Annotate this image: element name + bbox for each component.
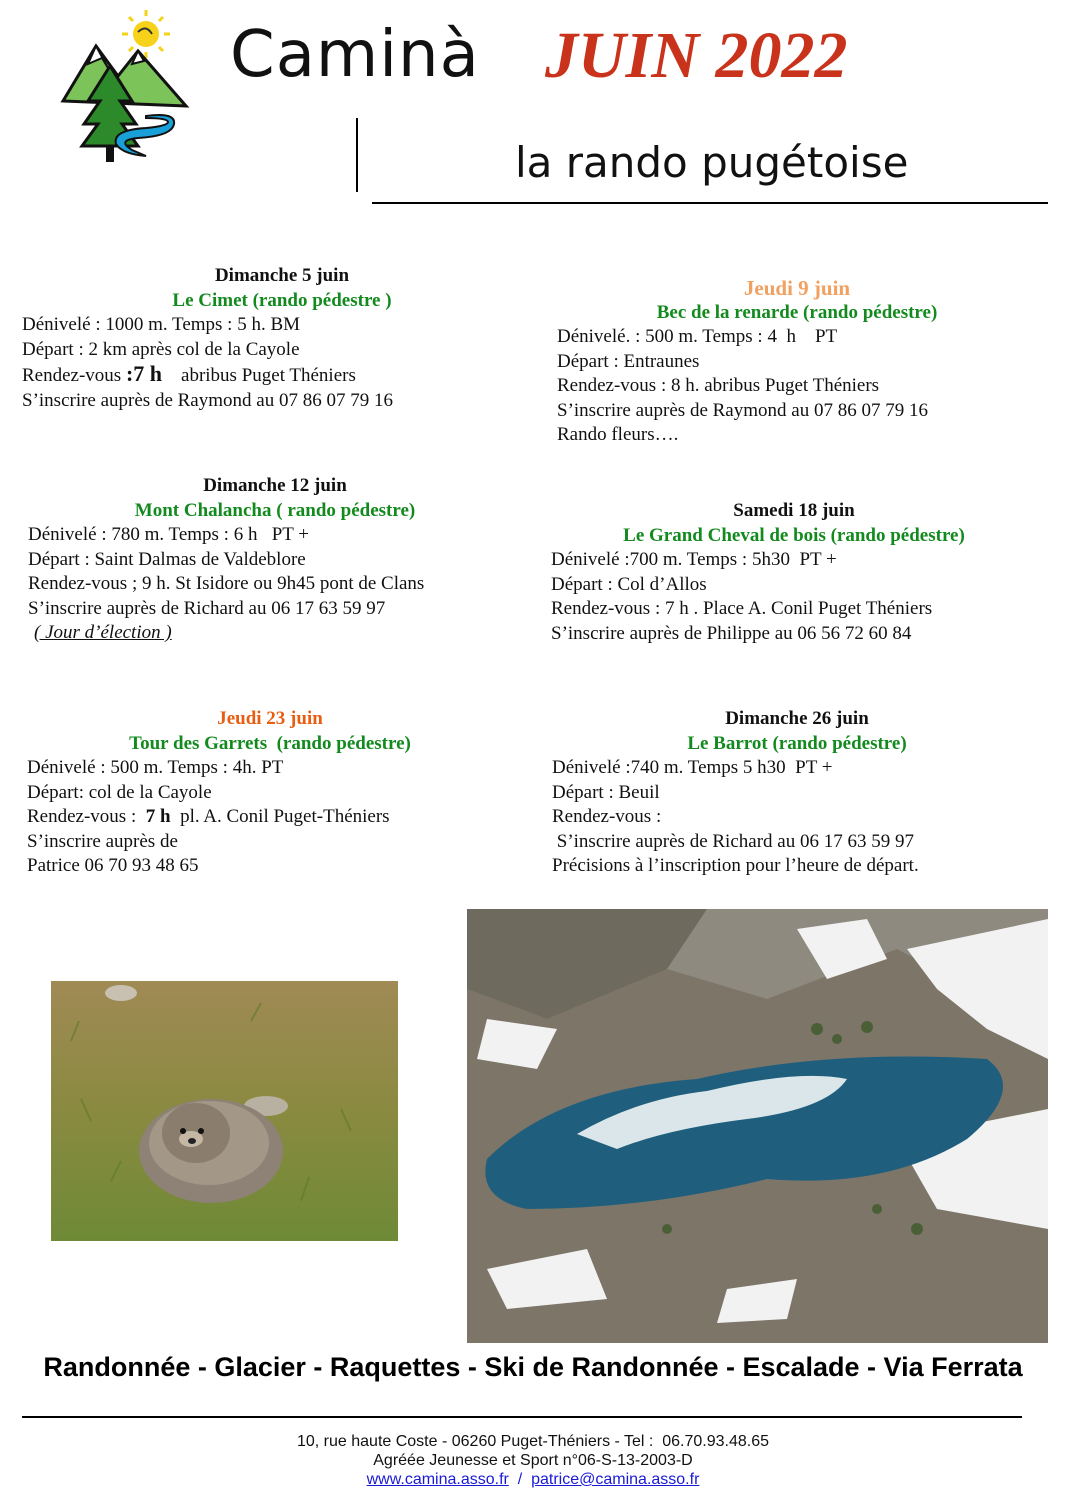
event-inscription: S’inscrire auprès de Philippe au 06 56 72 60 84 [551,622,912,644]
event-depart: Départ : Saint Dalmas de Valdeblore [28,548,306,570]
event-rendezvous: Rendez-vous : 7 h . Place A. Conil Puget Théniers [551,598,933,619]
event-block [22,264,542,413]
event-inscription: S’inscrire auprès de Raymond au 07 86 07 79 16 [557,399,928,421]
rdv-prefix: Rendez-vous : [27,806,146,827]
event-title: Bec de la renarde (rando pédestre) [656,301,938,323]
event-rendezvous [27,805,513,830]
footer-rule [22,1416,1022,1418]
website-link[interactable]: www.camina.asso.fr [366,1471,509,1488]
event-rendezvous: Rendez-vous ; 9 h. St Isidore ou 9h45 pont de Clans [28,573,425,594]
event-depart: Départ : Entraunes [557,350,700,372]
event-title: Le Barrot (rando pédestre) [687,732,907,754]
event-title: Mont Chalancha ( rando pédestre) [134,499,416,521]
event-note: ( Jour d’élection ) [34,622,172,643]
event-day: Jeudi 23 juin [217,708,323,729]
header-underline [372,202,1048,204]
event-extra: Précisions à l’inscription pour l’heure de départ. [552,855,919,876]
event-day: Jeudi 9 juin [743,276,851,300]
event-day: Samedi 18 juin [733,500,855,521]
event-rendezvous: Rendez-vous : 8 h. abribus Puget Théniers [557,375,880,396]
marmot-photo [51,981,398,1241]
event-depart: Départ: col de la Cayole [27,781,212,803]
event-depart: Départ : 2 km après col de la Cayole [22,338,300,360]
event-inscription: S’inscrire auprès de Richard au 06 17 63 59 97 [28,597,386,619]
header-vertical-rule [356,118,358,192]
event-block [557,276,1037,448]
rdv-time: 7 h [145,806,171,827]
event-depart: Départ : Beuil [552,781,660,803]
activities-banner: Randonnée - Glacier - Raquettes - Ski de Randonnée - Escalade - Via Ferrata [43,1352,1023,1382]
event-contact: Patrice 06 70 93 48 65 [27,855,199,876]
rdv-prefix: Rendez-vous [22,365,126,386]
event-title: Tour des Garrets (rando pédestre) [129,732,411,754]
event-rendezvous [22,362,542,389]
tagline: la rando pugétoise [515,138,909,187]
month-title: JUIN 2022 [545,19,848,92]
event-block [27,707,513,879]
sun-icon [122,10,170,58]
event-day: Dimanche 26 juin [725,708,869,729]
rdv-suffix: abribus Puget Théniers [162,365,356,386]
event-inscription: S’inscrire auprès de [27,830,178,852]
event-denivele: Dénivelé. : 500 m. Temps : 4 h PT [557,326,838,347]
event-inscription: S’inscrire auprès de Raymond au 07 86 07 79 16 [22,389,393,411]
event-block [552,707,1042,879]
rdv-time: :7 h [125,361,163,386]
footer-links [0,1470,1066,1489]
event-denivele: Dénivelé : 500 m. Temps : 4h. PT [27,757,284,778]
alpine-lake-photo [467,909,1048,1343]
event-denivele: Dénivelé :740 m. Temps 5 h30 PT + [552,757,833,778]
event-extra: Rando fleurs…. [557,424,679,445]
event-day: Dimanche 5 juin [214,265,350,286]
event-denivele: Dénivelé :700 m. Temps : 5h30 PT + [551,549,837,570]
footer [0,1432,1066,1489]
event-title: Le Cimet (rando pédestre ) [172,289,392,311]
rdv-suffix: pl. A. Conil Puget-Théniers [170,806,390,827]
footer-address: 10, rue haute Coste - 06260 Puget-Théniers - Tel : 06.70.93.48.65 [296,1433,769,1450]
event-day: Dimanche 12 juin [203,475,347,496]
brand-name: Caminà [230,18,480,92]
event-block [551,499,1037,646]
email-link[interactable]: patrice@camina.asso.fr [531,1471,700,1488]
event-title: Le Grand Cheval de bois (rando pédestre) [623,524,965,546]
camina-logo [58,6,198,166]
event-rendezvous: Rendez-vous : [552,806,662,827]
event-block [28,474,522,646]
link-separator: / [508,1471,532,1488]
event-depart: Départ : Col d’Allos [551,573,707,595]
event-inscription: S’inscrire auprès de Richard au 06 17 63 59 97 [552,830,914,852]
event-denivele: Dénivelé : 1000 m. Temps : 5 h. BM [22,314,301,335]
event-denivele: Dénivelé : 780 m. Temps : 6 h PT + [28,524,310,545]
footer-agreement: Agréée Jeunesse et Sport n°06-S-13-2003-D [373,1452,693,1469]
